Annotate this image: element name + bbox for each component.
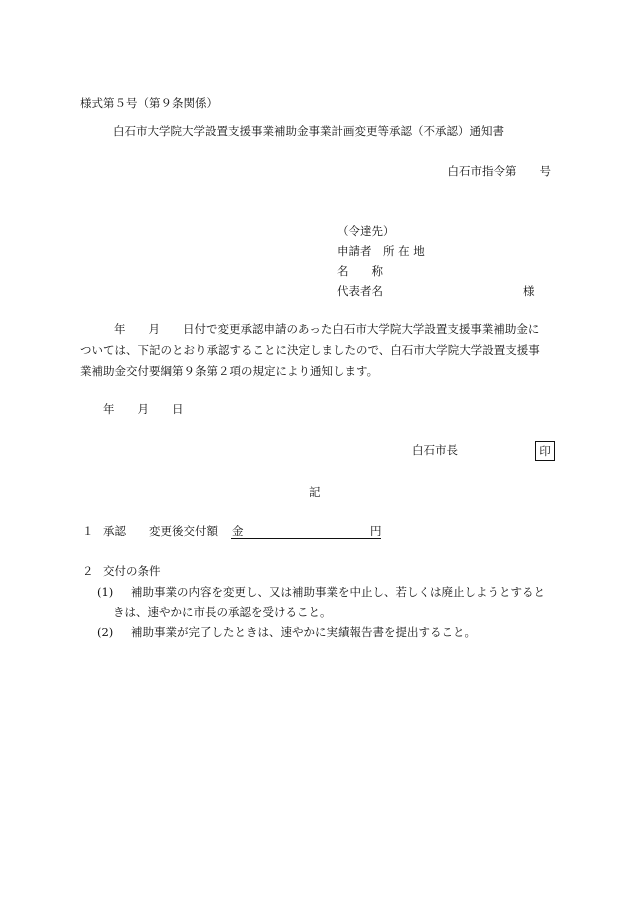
applicant-name: 名 称 [337,264,383,278]
issuer-name: 白石市長 [412,443,458,457]
seal-box: 印 [535,441,555,461]
item-2-label: 交付の条件 [103,564,161,578]
item-1-number: １ [82,524,94,538]
amount-label: 変更後交付額 [149,524,218,538]
condition-1-line-2: きは、速やかに市長の承認を受けること。 [113,605,332,619]
form-number: 様式第５号（第９条関係） [80,96,218,110]
applicant-address: 申請者 所 在 地 [337,244,425,258]
honorific: 様 [523,284,535,298]
item-1-label: 承認 [103,524,126,538]
document-number: 白石市指令第 号 [447,164,551,178]
condition-1-line-1: 補助事業の内容を変更し、又は補助事業を中止し、若しくは廃止しようとすると [131,585,545,599]
body-line-1: 年 月 日付で変更承認申請のあった白石市大学院大学設置支援事業補助金に [114,322,540,336]
amount-underline [231,538,381,539]
item-2-number: ２ [82,564,94,578]
body-line-2: ついては、下記のとおり承認することに決定しましたので、白石市大学院大学設置支援事 [80,343,540,357]
document-title: 白石市大学院大学設置支援事業補助金事業計画変更等承認（不承認）通知書 [113,124,504,138]
condition-1-number: (1) [97,585,114,599]
yen-label: 円 [370,524,382,538]
kin-label: 金 [232,524,244,538]
recipient-label: （令達先） [337,224,395,238]
date-line: 年 月 日 [103,402,184,416]
condition-2-number: (2) [97,625,114,639]
condition-2-text: 補助事業が完了したときは、速やかに実績報告書を提出すること。 [131,625,476,639]
body-line-3: 業補助金交付要綱第９条第２項の規定により通知します。 [80,364,379,378]
ki-heading: 記 [309,485,321,499]
representative-name: 代表者名 [337,284,383,298]
